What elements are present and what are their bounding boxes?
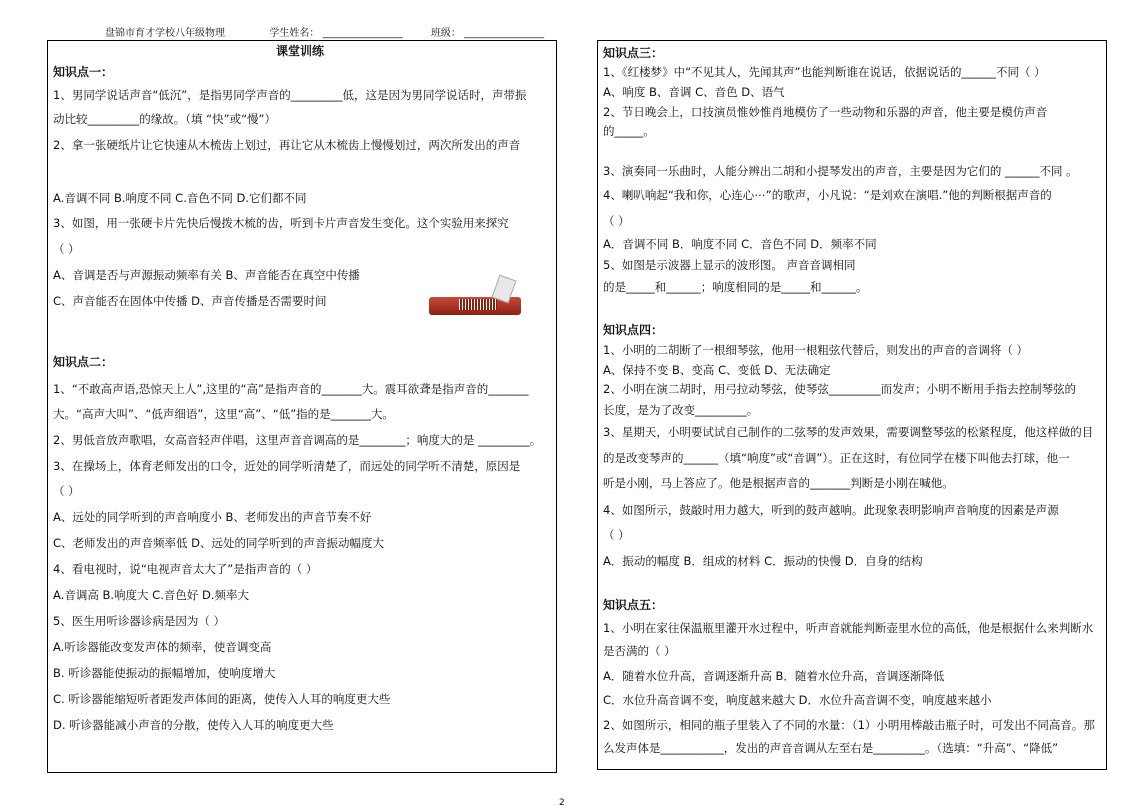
question-line: 2、拿一张硬纸片让它快速从木梳齿上划过，再让它从木梳齿上慢慢划过，两次所发出的声音 [53,138,521,152]
question-line: （ ） [603,528,630,542]
question-line: 大。“高声大叫”、“低声细语”，这里“高”、“低”指的是_______大。 [53,407,394,421]
question-line: A、响度 B、音调 C、音色 D、语气 [603,85,785,99]
question-line: 4、喇叭响起“我和你，心连心⋯”的歌声，小凡说：“是刘欢在演唱.”他的判断根据声音的 [603,188,1052,202]
question-line: （ ） [53,484,80,498]
question-line: C、老师发出的声音频率低 D、远处的同学听到的声音振动幅度大 [53,536,385,550]
knowledge-point-heading: 知识点五： [603,598,664,612]
student-name-blank: ________________ [322,28,403,39]
question-line: A．振动的幅度 B．组成的材料 C．振动的快慢 D．自身的结构 [603,554,923,568]
student-name-label: 学生姓名： [269,28,320,39]
right-column [597,40,1107,770]
question-line: 5、如图是示波器上显示的波形图。 声音音调相同 [603,258,856,272]
question-line: A．音调不同 B．响度不同 C．音色不同 D．频率不同 [603,237,877,251]
question-line: 5、医生用听诊器诊病是因为（ ） [53,614,225,628]
question-line: 的是改变琴声的______（填“响度”或“音调”）。正在这时，有位同学在楼下叫他去打球，他一 [603,451,1070,465]
question-line: 2、男低音放声歌唱，女高音轻声伴唱，这里声音音调高的是________；响度大的是 _________。 [53,433,542,447]
question-line: 2、小明在演二胡时，用弓拉动琴弦，使琴弦_________而发声；小明不断用手指去控制琴弦的 [603,382,1077,396]
school-label: 盘锦市育才学校八年级物理 [105,28,225,39]
question-line: 3、演奏同一乐曲时，人能分辨出二胡和小提琴发出的声音，主要是因为它们的 ______不同 。 [603,164,1078,178]
knowledge-point-heading: 知识点四： [603,323,664,337]
question-line: 的是_____和______；响度相同的是_____和______。 [603,280,868,294]
question-line: A、远处的同学听到的声音响度小 B、老师发出的声音节奏不好 [53,510,372,524]
question-line: 么发声体是___________，发出的声音音调从左至右是_________。（选填：“升高”、“降低” [603,741,1059,755]
question-line: 4、看电视时，说“电视声音太大了”是指声音的（ ） [53,562,318,576]
question-line: 2、节日晚会上，口技演员惟妙惟肖地模仿了一些动物和乐器的声音，他主要是模仿声音 [603,105,1048,119]
section-title: 课堂训练 [276,44,325,58]
question-line: D. 听诊器能减小声音的分散，使传入人耳的响度更大些 [53,718,334,732]
question-line: 1、《红楼梦》中“不见其人，先闻其声”也能判断谁在说话，依据说话的______不同（ ） [603,65,1046,79]
question-line: A.音调不同 B.响度不同 C.音色不同 D.它们都不同 [53,191,307,205]
question-line: C. 听诊器能缩短听者距发声体间的距离，使传入人耳的响度更大些 [53,692,391,706]
page-header [105,24,544,39]
question-line: C．水位升高音调不变，响度越来越大 D．水位升高音调不变，响度越来越小 [603,693,992,707]
question-line: 动比较_________的缘故。（填 “快”或“慢”） [53,112,276,126]
question-line: A．随着水位升高，音调逐渐升高 B．随着水位升高，音调逐渐降低 [603,669,945,683]
question-line: 听是小刚，马上答应了。他是根据声音的_______判断是小刚在喊他。 [603,476,954,490]
question-line: 长度，是为了改变_________。 [603,403,759,417]
question-line: A、保持不变 B、变高 C、变低 D、无法确定 [603,363,831,377]
class-label: 班级： [430,28,461,39]
question-line: 1、“不敢高声语,恐惊天上人”,这里的“高”是指声音的_______大。震耳欲聋是指声音的_______ [53,382,529,396]
question-line: B. 听诊器能使振动的振幅增加，使响度增大 [53,666,276,680]
question-line: （ ） [53,242,80,256]
question-line: A.音调高 B.响度大 C.音色好 D.频率大 [53,588,250,602]
question-line: C、声音能否在固体中传播 D、声音传播是否需要时间 [53,294,327,308]
question-line: （ ） [603,214,630,228]
knowledge-point-heading: 知识点三： [603,46,664,60]
question-line: 3、星期天，小明要试试自己制作的二弦琴的发声效果，需要调整琴弦的松紧程度，他这样做的目 [603,425,1094,439]
question-line: A.听诊器能改变发声体的频率，使音调变高 [53,640,272,654]
left-column [47,40,557,773]
question-line: 4、如图所示，鼓敲时用力越大，听到的鼓声越响。此现象表明影响声音响度的因素是声源 [603,503,1059,517]
class-blank: ________________ [464,28,545,39]
comb-card-illustration [429,297,521,315]
question-line: 3、在操场上，体育老师发出的口令，近处的同学听清楚了，而远处的同学听不清楚，原因是 [53,459,521,473]
question-line: 1、男同学说话声音“低沉”，是指男同学声音的_________低，这是因为男同学说话时，声带振 [53,88,527,102]
page-number: 2 [559,798,565,808]
question-line: 2、如图所示，相同的瓶子里装入了不同的水量：（1）小明用棒敲击瓶子时，可发出不同高音。那 [603,718,1095,732]
question-line: 1、小明在家往保温瓶里灌开水过程中，听声音就能判断壶里水位的高低，他是根据什么来判断水 [603,621,1094,635]
knowledge-point-heading: 知识点一： [53,65,114,79]
question-line: 1、小明的二胡断了一根细琴弦，他用一根粗弦代替后，则发出的声音的音调将（ ） [603,343,1028,357]
knowledge-point-heading: 知识点二： [53,355,114,369]
question-line: 是否满的（ ） [603,644,676,658]
question-line: 的_____。 [603,124,655,138]
question-line: 3、如图，用一张硬卡片先快后慢拨木梳的齿，听到卡片声音发生变化。这个实验用来探究 [53,216,509,230]
question-line: A、音调是否与声源振动频率有关 B、声音能否在真空中传播 [53,268,360,282]
